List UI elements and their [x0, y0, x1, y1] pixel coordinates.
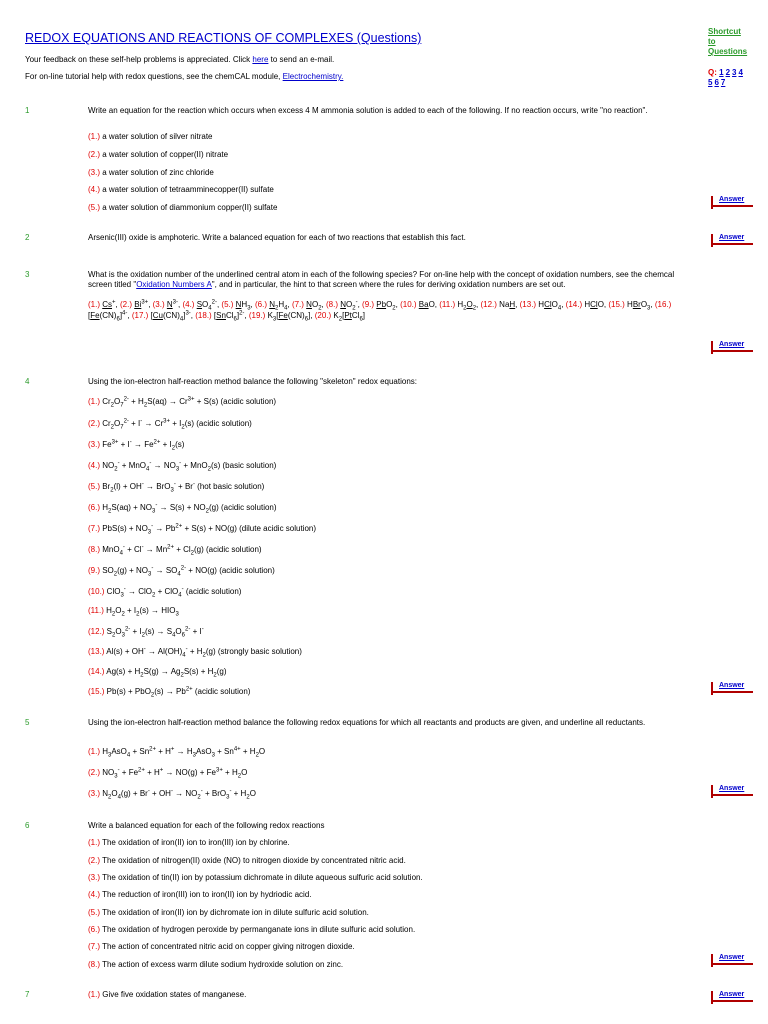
question-number-1: 1: [25, 106, 30, 115]
q4-eq-15: (15.) $Pb(s) + PbO_2(s) \to Pb^{2+}$ (acidic solution): [88, 686, 251, 699]
answer-marker-icon: [711, 991, 713, 1004]
answer-button-q4[interactable]: [709, 682, 753, 695]
question-number-3: 3: [25, 270, 30, 279]
answer-marker-icon: [711, 682, 713, 695]
item-label: (4.): [88, 890, 100, 899]
item-text: The reduction of iron(III) ion to iron(II) ion by hydriodic acid.: [100, 890, 312, 899]
q1-item-4: [88, 185, 693, 195]
q-link-6[interactable]: 6: [714, 78, 719, 87]
q4-eq-7: (7.) $PbS(s) + NO_3^- \to Pb^{2+} + S(s) + NO(g)$ (dilute acidic solution): [88, 523, 317, 536]
item-text: a water solution of tetraamminecopper(II) sulfate: [100, 185, 274, 194]
answer-underline: [711, 205, 753, 207]
item-text: a water solution of zinc chloride: [100, 168, 214, 177]
q4-eq-4: (4.) $NO_2^- + MnO_4^- \to NO_3^- + MnO_2(s)$ (basic solution): [88, 460, 277, 473]
answer-marker-icon: [711, 954, 713, 967]
answer-underline: [711, 963, 753, 965]
q4-eq-14: (14.) $Ag(s) + H_2S(g) \to Ag_2S(s) + H_2(g)$: [88, 667, 227, 679]
q6-item-5: [88, 908, 693, 918]
q3-intro: [88, 270, 693, 289]
feedback-link[interactable]: here: [252, 55, 269, 64]
answer-label[interactable]: Answer: [719, 785, 745, 792]
item-text: The oxidation of tin(II) ion by potassium dichromate in dilute aqueous sulfuric acid solution.: [100, 873, 423, 882]
item-text: The oxidation of nitrogen(II) oxide (NO) to nitrogen dioxide by concentrated nitric acid.: [100, 856, 406, 865]
question-number-5: 5: [25, 718, 30, 727]
q6-item-2: [88, 856, 693, 866]
feedback-post: to send an e-mail.: [268, 55, 335, 64]
q6-item-8: [88, 960, 693, 970]
question-number-7: 7: [25, 990, 30, 999]
feedback-pre: Your feedback on these self-help problems is appreciated. Click: [25, 55, 253, 64]
q4-eq-12: (12.) $S_2O_3^{2-} + I_2(s) \to S_4O_6^{2-} + I^-$: [88, 626, 204, 639]
item-label: (4.): [88, 185, 100, 194]
q4-eq-13: (13.) $Al(s) + OH^- \to Al(OH)_4^- + H_2(g)$ (strongly basic solution): [88, 646, 302, 659]
q6-item-1: [88, 838, 693, 848]
item-text: a water solution of diammonium copper(II) sulfate: [100, 203, 278, 212]
q2-intro: Arsenic(III) oxide is amphoteric. Write a balanced equation for each of two reactions that establish this fact.: [88, 233, 466, 242]
item-text: The oxidation of hydrogen peroxide by permanganate ions in dilute sulfuric acid solution.: [100, 925, 416, 934]
answer-underline: [711, 243, 753, 245]
item-label: (1.): [88, 838, 100, 847]
answer-label[interactable]: Answer: [719, 341, 745, 348]
q6-item-3: [88, 873, 693, 883]
answer-marker-icon: [711, 196, 713, 209]
item-label: (8.): [88, 960, 100, 969]
q4-eq-1: (1.) $Cr_2O_7^{2-} + H_2S(aq) \to Cr^{3+} + S(s)$ (acidic solution): [88, 396, 277, 409]
shortcut-to-questions[interactable]: [708, 27, 764, 57]
q6-item-7: [88, 942, 693, 952]
answer-button-q6[interactable]: [709, 954, 753, 967]
question-number-6: 6: [25, 821, 30, 830]
q1-item-5: [88, 203, 693, 213]
q4-eq-11: (11.) $H_2O_2 + I_2(s) \to HIO_3$: [88, 606, 179, 618]
item-text: a water solution of silver nitrate: [100, 132, 213, 141]
shortcut-line-1[interactable]: Shortcut: [708, 27, 741, 36]
shortcut-line-2[interactable]: to: [708, 37, 716, 46]
question-number-2: 2: [25, 233, 30, 242]
page-title[interactable]: REDOX EQUATIONS AND REACTIONS OF COMPLEXES (Questions): [25, 31, 422, 45]
q3-species: (1.) Cs+, (2.) $Bi^{3+}$, (3.) $N^{3-}$, (4.) $SO_4^{2-}$, (5.) $NH_3$, (6.) $N_2H_4$, (7.) $NO_2$, (8.) $NO_2^-$, (9.) PbO$_2$, (10.) BaO, (11.) $H_2O_2$, (12.) NaH, (13.) HClO$_4$, (14.) HClO, (15.) HBrO$_3$, (16.) $[Fe(CN)_6]^{4-}$, (17.) $[Cu(CN)_4]^{3-}$, (18.) [SnCl$_6$]$^{2-}$, (19.) $K_3[Fe(CN)_6]$, (20.) $K_2[PtCl_6]$: [88, 299, 672, 323]
item-label: (5.): [88, 203, 100, 212]
tutorial-text: [25, 72, 343, 81]
item-text: a water solution of copper(II) nitrate: [100, 150, 229, 159]
q-link-3[interactable]: 3: [732, 68, 737, 77]
q1-item-3: [88, 168, 693, 178]
item-text: The oxidation of iron(II) ion by dichromate ion in dilute sulfuric acid solution.: [100, 908, 369, 917]
answer-button-q7[interactable]: [709, 991, 753, 1004]
q1-item-1: [88, 132, 693, 142]
tutorial-pre: For on-line tutorial help with redox questions, see the chemCAL module,: [25, 72, 283, 81]
answer-marker-icon: [711, 234, 713, 247]
answer-underline: [711, 794, 753, 796]
q5-intro: Using the ion-electron half-reaction method balance the following redox equations for which all reactants and products are given, and underline all reductants.: [88, 718, 646, 727]
item-label: (3.): [88, 873, 100, 882]
answer-marker-icon: [711, 785, 713, 798]
answer-button-q5[interactable]: [709, 785, 753, 798]
item-label: (1.): [88, 990, 100, 999]
q-link-2[interactable]: 2: [725, 68, 731, 77]
item-text: The action of excess warm dilute sodium hydroxide solution on zinc.: [100, 960, 344, 969]
q6-intro: Write a balanced equation for each of the following redox reactions: [88, 821, 325, 830]
answer-label[interactable]: Answer: [719, 682, 745, 689]
answer-underline: [711, 350, 753, 352]
item-label: (5.): [88, 908, 100, 917]
item-label: (6.): [88, 925, 100, 934]
feedback-text: [25, 55, 334, 64]
q5-eq-3: (3.) $N_2O_4(g) + Br^- + OH^- \to NO_2^- + BrO_3^- + H_2O$: [88, 788, 256, 801]
item-text: The oxidation of iron(II) ion to iron(III) ion by chlorine.: [100, 838, 290, 847]
question-number-4: 4: [25, 377, 30, 386]
shortcut-line-3[interactable]: Questions: [708, 47, 748, 56]
q-link-5[interactable]: 5: [708, 78, 713, 87]
q7-item-1: [88, 990, 693, 1000]
q1-intro: Write an equation for the reaction which occurs when excess 4 M ammonia solution is added to each of the following. If no reaction occurs, write "no reaction".: [88, 106, 648, 115]
oxidation-numbers-link[interactable]: Oxidation Numbers A: [136, 279, 212, 289]
q5-eq-1: (1.) $H_3AsO_4 + Sn^{2+} + H^+ \to H_3AsO_3 + Sn^{4+} + H_2O$: [88, 746, 266, 759]
item-text: Give five oxidation states of manganese.: [100, 990, 247, 999]
item-text: The action of concentrated nitric acid on copper giving nitrogen dioxide.: [100, 942, 355, 951]
item-label: (3.): [88, 168, 100, 177]
item-label: (7.): [88, 942, 100, 951]
q6-item-4: [88, 890, 693, 900]
q5-eq-2: (2.) $NO_3^- + Fe^{2+} + H^+ \to NO(g) + Fe^{3+} + H_2O$: [88, 767, 248, 780]
q6-item-6: [88, 925, 693, 935]
q-label: Q:: [708, 68, 717, 77]
q4-eq-9: (9.) $SO_2(g) + NO_3^- \to SO_4^{2-} + NO(g)$ (acidic solution): [88, 565, 275, 578]
item-label: (2.): [88, 856, 100, 865]
q3-intro-pre: What is the oxidation number of the underlined central atom in each of the following species? For on-line help with the concept of oxidation numbers, see the chemcal screen titled ": [88, 270, 675, 289]
answer-label[interactable]: Answer: [719, 234, 745, 241]
item-label: (2.): [88, 150, 100, 159]
q4-eq-10: (10.) ClO$_3$- → ClO$_2$ + ClO$_4$- (acidic solution): [88, 586, 242, 599]
answer-button-q2[interactable]: [709, 234, 753, 247]
q4-intro: Using the ion-electron half-reaction method balance the following "skeleton" redox equations:: [88, 377, 417, 386]
q-link-1[interactable]: 1: [719, 68, 724, 77]
q4-eq-6: (6.) $H_2S(aq) + NO_3^- \to S(s) + NO_2(g)$ (acidic solution): [88, 502, 277, 515]
item-label: (1.): [88, 132, 100, 141]
q4-eq-5: (5.) $Br_2(l) + OH^- \to BrO_3^- + Br^-$ (hot basic solution): [88, 481, 265, 494]
question-links: [708, 68, 764, 88]
q1-item-2: [88, 150, 693, 160]
q3-intro-post: ", and in particular, the hint to that screen where the rules for deriving oxidation numbers are set out.: [211, 279, 566, 289]
q-link-4[interactable]: 4: [738, 68, 743, 77]
answer-marker-icon: [711, 341, 713, 354]
answer-label[interactable]: Answer: [719, 954, 745, 961]
answer-underline: [711, 691, 753, 693]
q4-eq-8: (8.) $MnO_4^- + Cl^- \to Mn^{2+} + Cl_2(g)$ (acidic solution): [88, 544, 262, 557]
answer-label[interactable]: Answer: [719, 196, 745, 203]
answer-button-q3[interactable]: [709, 341, 753, 354]
electrochemistry-link[interactable]: Electrochemistry.: [282, 72, 344, 81]
q4-eq-2: (2.) $Cr_2O_7^{2-} + I^- \to Cr^{3+} + I_2(s)$ (acidic solution): [88, 418, 252, 431]
answer-label[interactable]: Answer: [719, 991, 745, 998]
answer-underline: [711, 1000, 753, 1002]
q4-eq-3: (3.) $Fe^{3+} + I^- \to Fe^{2+} + I_2(s)$: [88, 439, 185, 452]
q-link-7[interactable]: 7: [720, 78, 726, 87]
answer-button-q1[interactable]: [709, 196, 753, 209]
